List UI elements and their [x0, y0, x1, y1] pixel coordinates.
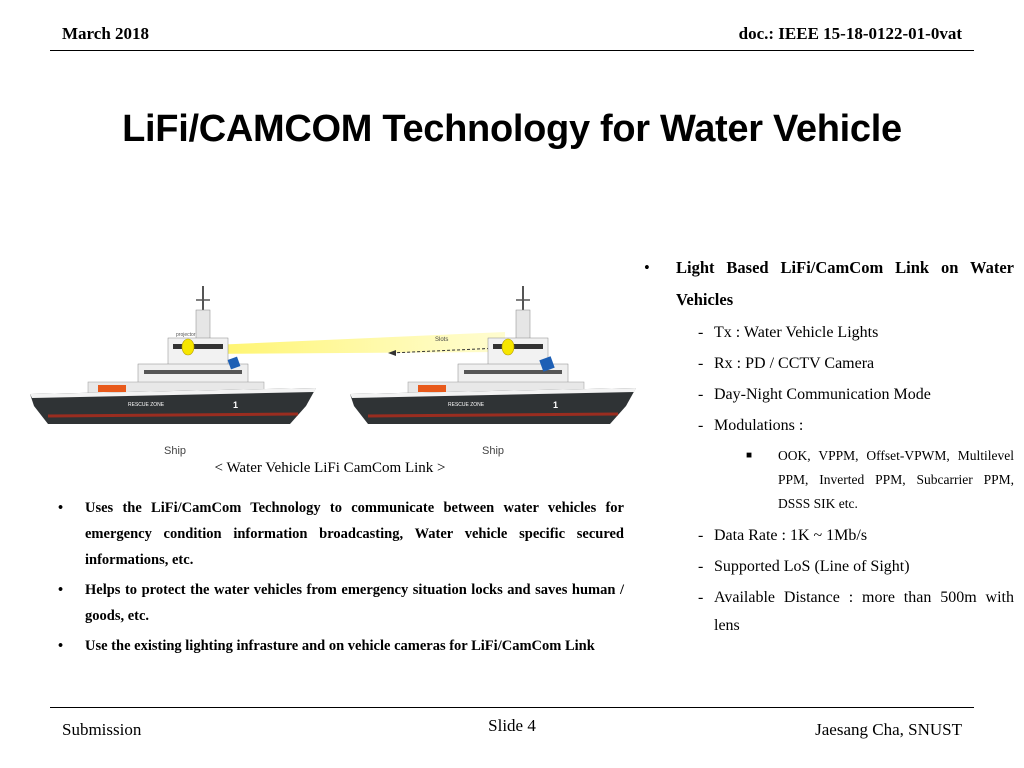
footer-author: Jaesang Cha, SNUST — [815, 720, 962, 739]
right-main-bullet — [642, 252, 1014, 316]
dash-icon: - — [698, 527, 704, 544]
bullet-icon: • — [58, 582, 64, 598]
modulation-text: OOK, VPPM, Offset-VPWM, Multilevel PPM, Inverted PPM, Subcarrier PPM, DSSS SIK etc. — [778, 448, 1014, 511]
dash-icon: - — [698, 589, 704, 606]
dash-icon: - — [698, 417, 704, 434]
list-item — [52, 577, 624, 629]
hull-text-left: RESCUE ZONE — [128, 402, 165, 408]
ship-link-figure — [20, 278, 645, 463]
figure-caption: < Water Vehicle LiFi CamCom Link > — [214, 460, 446, 476]
modulation-detail — [642, 444, 1014, 516]
right-bullet-list — [642, 252, 1014, 640]
sub-text: Data Rate : 1K ~ 1Mb/s — [714, 527, 868, 544]
sub-text: Modulations : — [714, 417, 804, 434]
dash-icon: - — [698, 558, 704, 575]
left-bullet-text: Uses the LiFi/CamCom Technology to communicate between water vehicles for emergency condition information broadcasting, Water vehicle specific secured informations, etc. — [85, 500, 624, 568]
ship-left — [30, 286, 316, 457]
dash-icon: - — [698, 386, 704, 403]
hull-text-right: RESCUE ZONE — [448, 402, 485, 408]
bullet-icon: • — [58, 638, 64, 654]
dash-icon: - — [698, 355, 704, 372]
footer-rule — [50, 707, 974, 708]
sub-text: Tx : Water Vehicle Lights — [714, 324, 879, 341]
sub-text: Day-Night Communication Mode — [714, 386, 931, 403]
svg-text:1: 1 — [553, 400, 559, 410]
list-item — [642, 381, 1014, 409]
header-rule — [50, 50, 974, 51]
lamp-left — [182, 339, 194, 355]
list-item — [642, 522, 1014, 550]
header-date: March 2018 — [62, 24, 150, 43]
left-bullet-text: Helps to protect the water vehicles from emergency situation locks and saves human / goods, etc. — [85, 582, 624, 624]
footer-submission: Submission — [62, 720, 142, 739]
list-item — [642, 412, 1014, 440]
left-bullet-text: Use the existing lighting infrasture and on vehicle cameras for LiFi/CamCom Link — [85, 638, 595, 654]
beam-label: Slots — [435, 337, 449, 343]
list-item — [52, 495, 624, 573]
list-item — [642, 350, 1014, 378]
list-item — [642, 584, 1014, 640]
svg-text:1: 1 — [233, 400, 239, 410]
lamp-label: projector — [176, 332, 196, 338]
list-item — [642, 319, 1014, 347]
header-doc-id: doc.: IEEE 15-18-0122-01-0vat — [738, 24, 962, 43]
sub-text: Supported LoS (Line of Sight) — [714, 558, 910, 575]
lamp-right — [502, 339, 514, 355]
ship-right — [350, 286, 636, 457]
bullet-icon: • — [58, 500, 64, 516]
list-item — [52, 633, 624, 659]
sub-text: Rx : PD / CCTV Camera — [714, 355, 875, 372]
footer-slide-number: Slide 4 — [488, 716, 536, 735]
right-main-text: Light Based LiFi/CamCom Link on Water Vehicles — [676, 258, 1014, 309]
left-bullet-list — [52, 495, 624, 663]
bullet-icon: • — [644, 258, 650, 277]
ship-label-right: Ship — [482, 445, 505, 457]
dash-icon: - — [698, 324, 704, 341]
square-bullet-icon: ■ — [746, 450, 753, 461]
list-item — [642, 553, 1014, 581]
slide-title: LiFi/CAMCOM Technology for Water Vehicle — [122, 108, 902, 150]
sub-text: Available Distance : more than 500m with lens — [714, 589, 1014, 634]
ship-label-left: Ship — [164, 445, 187, 457]
light-beam — [190, 332, 505, 354]
